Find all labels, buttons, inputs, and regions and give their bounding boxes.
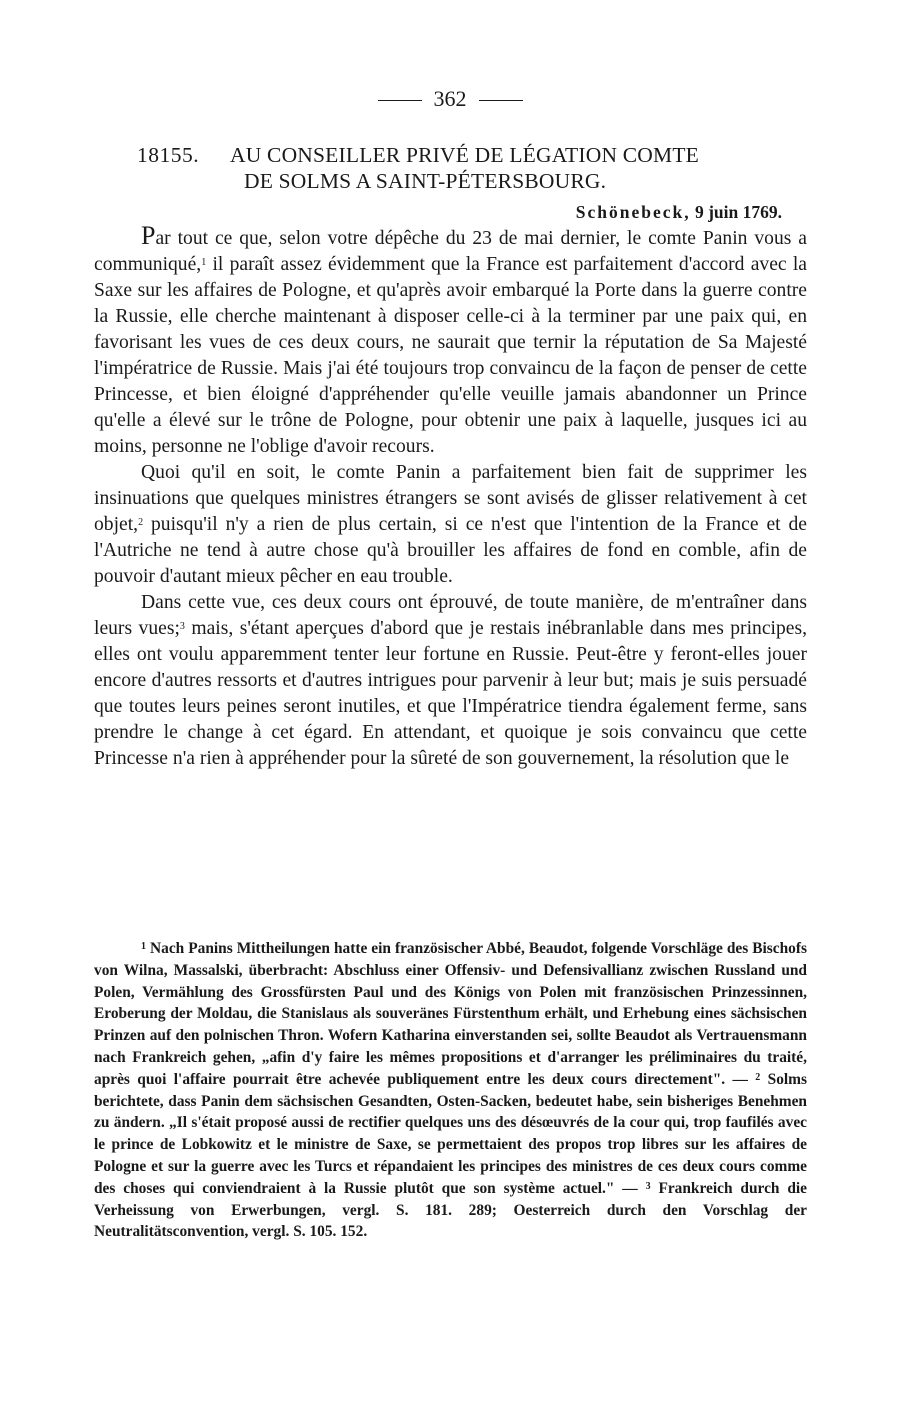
dateline-date: 9 juin 1769. <box>694 202 782 222</box>
drop-letter: P <box>141 221 156 250</box>
footnotes <box>94 938 807 1243</box>
footnote-mark: 3 <box>645 1180 651 1192</box>
footnote-text: Solms berichtete, dass Panin dem sächsischen Gesandten, Osten-Sacken, bedeutet habe, sein bisheriges Benehmen zu ändern. „Il s'était proposé aussi de rectifier quelques uns des désœuvrés de la cour qui, trop faufilés avec le prince de Lobkowitz et le ministre de Saxe, se permettaient des propos trop libres sur les affaires de Pologne et sur la guerre avec les Turcs et répandaient les principes des ministres de ces deux cours comme des choses qui conviendraient à la Russie plutôt que son système actuel." — <box>94 1070 807 1197</box>
body-paragraph-2 <box>94 460 807 590</box>
footnote-mark: 1 <box>141 941 146 952</box>
letter-body <box>94 221 807 772</box>
dateline <box>0 202 782 223</box>
paragraph-text: mais, s'étant aperçues d'abord que je restais inébranlable dans mes principes, elles ont voulu apparemment tenter leur fortune en Russie. Peut-être y feront-elles jouer encore d'autres ressorts et d'autres intrigues pour parvenir à leur but; mais je suis persuadé que toutes leurs peines seront inutiles, et que l'Impératrice tiendra également ferme, sans prendre le change à cet égard. En attendant, et quoique je sois convaincu que cette Princesse n'a rien à appréhender pour la sûreté de son gouvernement, la résolution que le <box>94 618 807 769</box>
dateline-place: Schönebeck, <box>575 202 691 222</box>
footnote-block <box>94 938 807 1243</box>
letter-title-line1: AU CONSEILLER PRIVÉ DE LÉGATION COMTE <box>230 143 700 167</box>
letter-title-line2: DE SOLMS A SAINT-PÉTERSBOURG. <box>244 169 607 193</box>
footnote-reference: 2 <box>138 517 144 528</box>
body-paragraph-1 <box>94 221 807 460</box>
page-number-rule-right <box>479 100 523 101</box>
paragraph-text: Quoi qu'il en soit, le comte Panin a parfaitement bien fait de supprimer les insinuations que quelques ministres étrangers se sont avisés de glisser relativement à cet objet, <box>94 462 807 535</box>
footnote-text: Frankreich durch die Verheissung von Erwerbungen, vergl. S. 181. 289; Oesterreich durch den Vorschlag der Neutralitätsconvention, vergl. S. 105. 152. <box>94 1179 807 1241</box>
paragraph-text: ar tout ce que, selon votre dépêche du 23 de mai dernier, le comte Panin vous a communiqué, <box>94 228 807 275</box>
paragraph-text: Dans cette vue, ces deux cours ont éprouvé, de toute manière, de m'entraîner dans leurs vues; <box>94 592 807 639</box>
footnote-reference: 1 <box>201 257 207 268</box>
page-number <box>0 86 900 112</box>
footnote-text: Nach Panins Mittheilungen hatte ein französischer Abbé, Beaudot, folgende Vorschläge des Bischofs von Wilna, Massalski, überbracht: Abschluss einer Offensiv- und Defensivallianz zwischen Russland und Polen, Vermählung des Grossfürsten Paul und des Königs von Polen mit französischen Prinzessinnen, Eroberung der Moldau, die Stanislaus als souveränes Fürstenthum erhält, und Erhebung eines sächsischen Prinzen auf den polnischen Thron. Wofern Katharina einverstanden sei, sollte Beaudot als Vertrauensmann nach Frankreich gehen, „afin d'y faire les mêmes propositions et d'arranger les préliminaires du traité, après quoi l'affaire pourrait être achevée publiquement entre les deux cours directement". — <box>94 940 807 1088</box>
page-number-text: 362 <box>433 86 467 111</box>
footnote-mark: 2 <box>755 1071 761 1083</box>
letter-number: 18155. <box>137 143 200 167</box>
paragraph-text: puisqu'il n'y a rien de plus certain, si ce n'est que l'intention de la France et de l'Autriche ne tend à autre chose qu'à brouiller les affaires de fond en comble, afin de pouvoir d'autant mieux pêcher en eau trouble. <box>94 514 807 587</box>
body-paragraph-3 <box>94 590 807 772</box>
footnote-reference: 3 <box>179 621 185 632</box>
page-number-rule-left <box>378 100 422 101</box>
paragraph-text: il paraît assez évidemment que la France est parfaitement d'accord avec la Saxe sur les affaires de Pologne, et qu'après avoir embarqué la Porte dans la guerre contre la Russie, elle cherche maintenant à disposer celle-ci à la terminer par une paix qui, en favorisant les vues de ces deux cours, ne saurait que ternir la réputation de Sa Majesté l'impératrice de Russie. Mais j'ai été toujours trop convaincu de la façon de penser de cette Princesse, et bien éloigné d'appréhender qu'elle veuille jamais abandonner un Prince qu'elle a élevé sur le trône de Pologne, pour obtenir une paix à laquelle, jusques ici au moins, personne ne l'oblige d'avoir recours. <box>94 254 807 457</box>
